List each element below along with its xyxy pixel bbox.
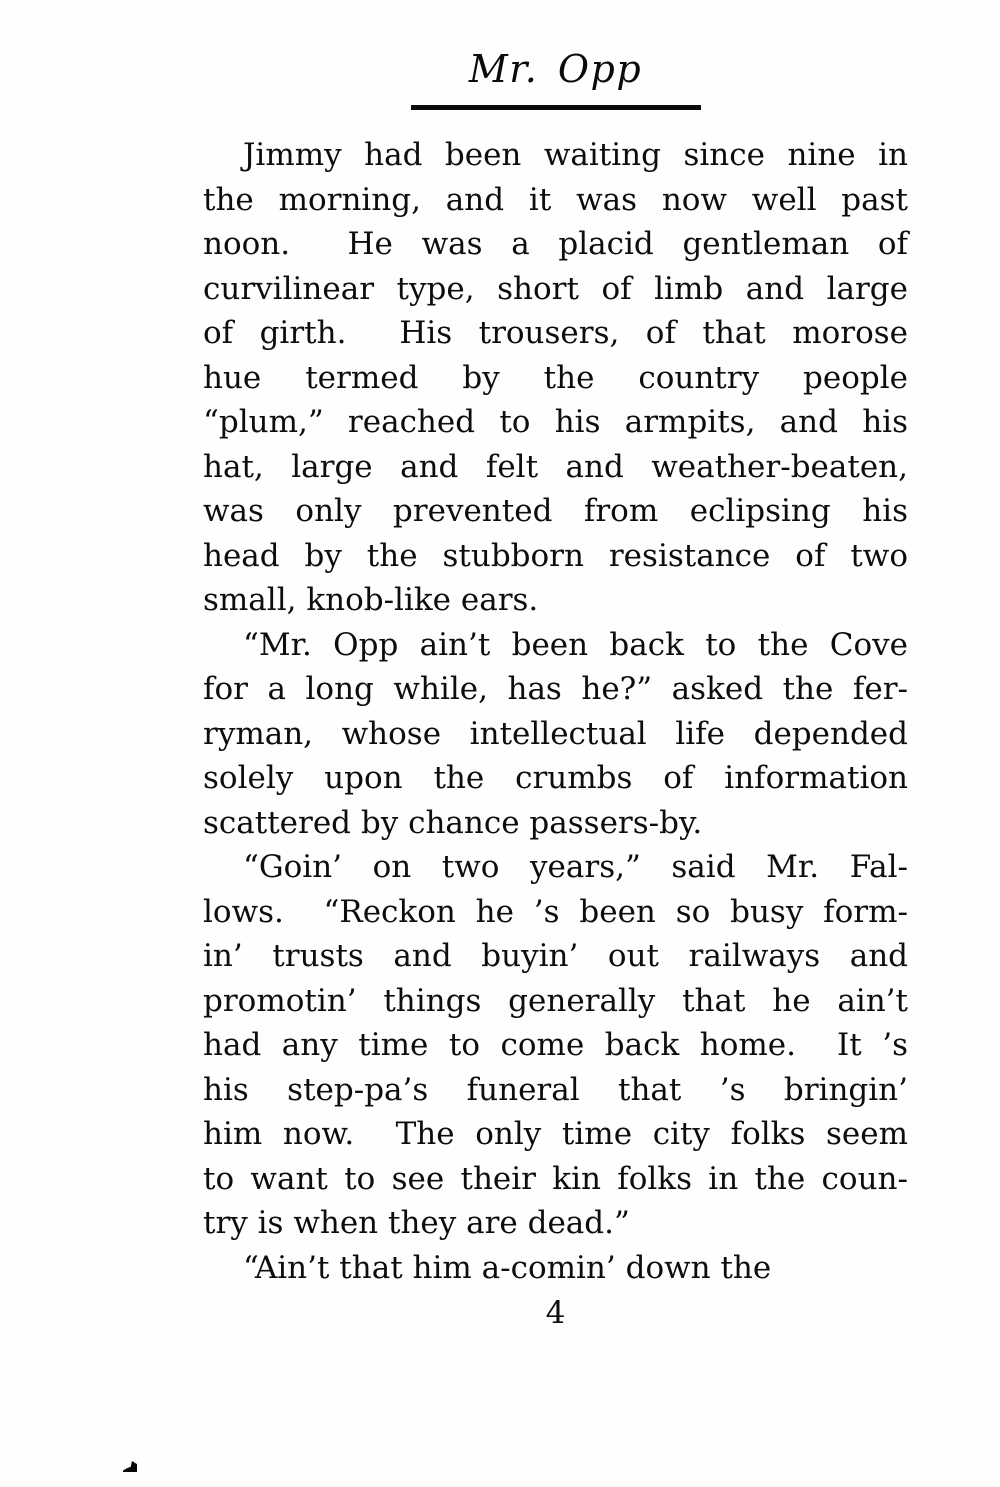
text-line: to want to see their kin folks in the coun-	[203, 1160, 908, 1197]
text-line: noon. He was a placid gentleman of	[203, 226, 908, 262]
page-number: 4	[545, 1295, 566, 1331]
text-line: had any time to come back home. It ’s	[203, 1027, 908, 1063]
text-line: try is when they are dead.”	[203, 1205, 630, 1241]
ink-blemish	[123, 1461, 137, 1472]
text-line: “Mr. Opp ain’t been back to the Cove	[243, 626, 908, 663]
text-line: in’ trusts and buyin’ out railways and	[203, 938, 908, 974]
text-line: for a long while, has he?” asked the fer-	[203, 671, 908, 707]
text-line: “plum,” reached to his armpits, and his	[203, 404, 908, 440]
text-line: scattered by chance passers-by.	[203, 804, 703, 841]
text-line: lows. “Reckon he ’s been so busy form-	[203, 893, 908, 930]
text-line: curvilinear type, short of limb and large	[203, 270, 908, 307]
text-line: “Ain’t that him a-comin’ down the	[243, 1249, 772, 1286]
text-line: hue termed by the country people	[203, 359, 908, 396]
text-line: Jimmy had been waiting since nine in	[243, 137, 908, 173]
text-line: him now. The only time city folks seem	[203, 1116, 908, 1152]
text-line: hat, large and felt and weather-beaten,	[203, 448, 908, 485]
text-line: small, knob-like ears.	[203, 582, 539, 618]
running-head	[203, 44, 908, 110]
header-rule	[411, 105, 701, 110]
text-line: head by the stubborn resistance of two	[203, 537, 908, 574]
text-line: was only prevented from eclipsing his	[203, 493, 908, 529]
text-line: his step-pa’s funeral that ’s bringin’	[203, 1071, 908, 1108]
text-line: ryman, whose intellectual life depended	[203, 715, 908, 752]
text-line: “Goin’ on two years,” said Mr. Fal-	[243, 849, 908, 885]
text-block	[203, 133, 908, 1336]
text-line: the morning, and it was now well past	[203, 181, 908, 218]
text-line: solely upon the crumbs of information	[203, 760, 908, 796]
text-line: promotin’ things generally that he ain’t	[203, 982, 908, 1019]
page-header-title: Mr. Opp	[468, 47, 643, 91]
text-line: of girth. His trousers, of that morose	[203, 315, 908, 351]
